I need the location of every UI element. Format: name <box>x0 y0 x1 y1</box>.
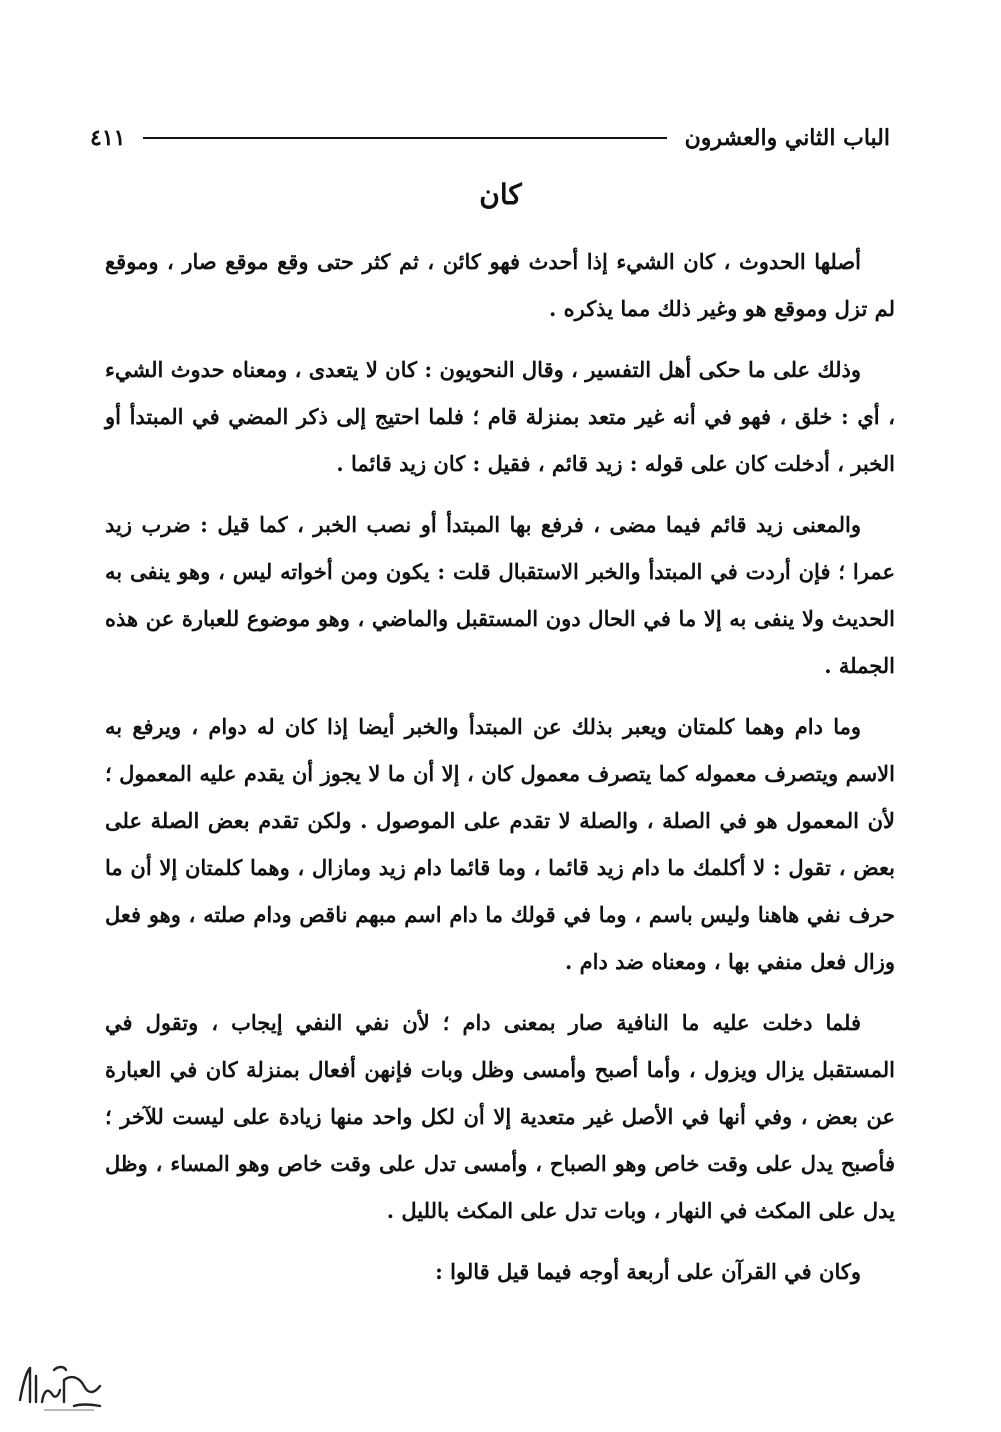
chapter-title: الباب الثاني والعشرون <box>684 125 890 151</box>
paragraph: وما دام وهما كلمتان ويعبر بذلك عن المبتدأ والخبر أيضا إذا كان له دوام ، ويرفع به الاسم ويتصرف معموله كما يتصرف معمول كان ، إلا أن ما لا يجوز أن يقدم عليه المعمول ؛ لأن المعمول هو في الصلة ، والصلة لا تقدم على الموصول . ولكن تقدم بعض الصلة على بعض ، تقول : لا أكلمك ما دام زيد قائما ، وما قائما دام زيد ومازال ، وهما كلمتان إلا أن ما حرف نفي هاهنا وليس باسم ، وما في قولك ما دام اسم مبهم ناقص ودام صلته ، وهو فعل وزال فعل منفي بها ، ومعناه ضد دام . <box>105 714 895 974</box>
header-rule <box>143 137 666 139</box>
paragraph: وكان في القرآن على أربعة أوجه فيما قيل قالوا : <box>435 1259 861 1284</box>
section-title: كان <box>479 178 522 211</box>
page-header <box>90 118 890 158</box>
paragraph: أصلها الحدوث ، كان الشيء إذا أحدث فهو كائن ، ثم كثر حتى وقع موقع صار ، وموقع لم تزل وموقع هو وغير ذلك مما يذكره . <box>105 249 895 321</box>
paragraph: والمعنى زيد قائم فيما مضى ، فرفع بها المبتدأ أو نصب الخبر ، كما قيل : ضرب زيد عمرا ؛ فإن أردت في المبتدأ والخبر الاستقبال قلت : يكون ومن أخواته ليس ، وهو ينفى به الحديث ولا ينفى به إلا ما في الحال دون المستقبل والماضي ، وهو موضوع للعبارة عن هذه الجملة . <box>105 512 895 678</box>
page-number: ٤١١ <box>90 125 126 151</box>
paragraph: فلما دخلت عليه ما النافية صار بمعنى دام ؛ لأن نفي النفي إيجاب ، وتقول في المستقبل يزال ويزول ، وأما أصبح وأمسى وظل وبات فإنهن أفعال بمنزلة كان في العبارة عن بعض ، وفي أنها في الأصل غير متعدية إلا أن لكل واحد منها زيادة على ليست للآخر ؛ فأصبح يدل على وقت خاص وهو الصباح ، وأمسى تدل على وقت خاص وهو المساء ، وظل يدل على المكث في النهار ، وبات تدل على المكث بالليل . <box>105 1010 895 1223</box>
paragraph: وذلك على ما حكى أهل التفسير ، وقال النحويون : كان لا يتعدى ، ومعناه حدوث الشيء ، أي : خلق ، فهو في أنه غير متعد بمنزلة قام ؛ فلما احتيج إلى ذكر المضي في المبتدأ أو الخبر ، أدخلت كان على قوله : زيد قائم ، فقيل : كان زيد قائما . <box>105 357 895 476</box>
body-text <box>105 238 895 1295</box>
publisher-logo <box>14 1360 106 1414</box>
calligraphy-logo-icon <box>14 1360 106 1414</box>
